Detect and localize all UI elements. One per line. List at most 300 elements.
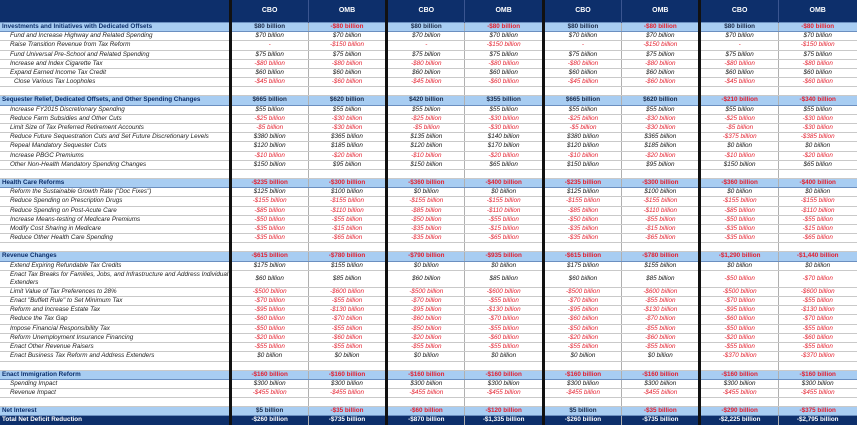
value-cell: -$35 billion bbox=[700, 225, 778, 234]
value-cell: -$155 billion bbox=[230, 197, 308, 206]
value-cell: -$455 billion bbox=[230, 388, 308, 397]
value-cell: $55 billion bbox=[622, 105, 700, 114]
value-cell: -$155 billion bbox=[465, 197, 543, 206]
table-row bbox=[0, 133, 857, 142]
value-cell: $60 billion bbox=[387, 69, 465, 78]
spacer-cell bbox=[465, 243, 543, 252]
value-cell: -$10 billion bbox=[387, 151, 465, 160]
value-cell: -$455 billion bbox=[543, 388, 621, 397]
value-cell: -$615 billion bbox=[543, 252, 621, 261]
value-cell: -$735 billion bbox=[308, 416, 386, 425]
net-interest-row bbox=[0, 407, 857, 416]
table-body bbox=[0, 23, 857, 425]
value-cell: -$130 billion bbox=[308, 306, 386, 315]
value-cell: -$95 billion bbox=[387, 306, 465, 315]
row-label: Reduce Spending on Prescription Drugs bbox=[0, 197, 230, 206]
value-cell: -$455 billion bbox=[778, 388, 856, 397]
section-title: Revenue Changes bbox=[0, 252, 230, 261]
value-cell: -$110 billion bbox=[465, 206, 543, 215]
value-cell: $75 billion bbox=[387, 50, 465, 59]
value-cell: -$55 billion bbox=[778, 324, 856, 333]
value-cell: -$260 billion bbox=[543, 416, 621, 425]
value-cell: $380 billion bbox=[230, 133, 308, 142]
value-cell: -$55 billion bbox=[622, 324, 700, 333]
spacer-cell bbox=[230, 361, 308, 370]
value-cell: -$30 billion bbox=[308, 124, 386, 133]
row-label: Reform and Increase Estate Tax bbox=[0, 306, 230, 315]
row-label: Increase FY2015 Discretionary Spending bbox=[0, 105, 230, 114]
value-cell: $75 billion bbox=[308, 50, 386, 59]
value-cell: -$1,335 billion bbox=[465, 416, 543, 425]
row-label: Reduce Farm Subsidies and Other Cuts bbox=[0, 114, 230, 123]
value-cell: -$150 billion bbox=[465, 41, 543, 50]
value-cell: -$60 billion bbox=[622, 78, 700, 87]
value-cell: -$160 billion bbox=[387, 370, 465, 379]
value-cell: $60 billion bbox=[308, 69, 386, 78]
value-cell: -$80 billion bbox=[700, 59, 778, 68]
row-label: Impose Financial Responsibility Tax bbox=[0, 324, 230, 333]
spacer-cell bbox=[0, 361, 230, 370]
value-cell: -$45 billion bbox=[700, 78, 778, 87]
value-cell: -$1,440 billion bbox=[778, 252, 856, 261]
table-row bbox=[0, 59, 857, 68]
spacer-cell bbox=[387, 243, 465, 252]
value-cell: $175 billion bbox=[543, 261, 621, 270]
value-cell: -$80 billion bbox=[622, 23, 700, 32]
value-cell: $300 billion bbox=[622, 379, 700, 388]
value-cell: -$35 billion bbox=[622, 407, 700, 416]
spacer-cell bbox=[387, 361, 465, 370]
table-row bbox=[0, 306, 857, 315]
value-cell: $0 billion bbox=[700, 261, 778, 270]
table-row bbox=[0, 142, 857, 151]
value-cell: -$30 billion bbox=[308, 114, 386, 123]
value-cell: -$340 billion bbox=[778, 96, 856, 105]
value-cell: -$55 billion bbox=[308, 343, 386, 352]
value-cell: $95 billion bbox=[308, 160, 386, 169]
table-row bbox=[0, 41, 857, 50]
value-cell: -$290 billion bbox=[700, 407, 778, 416]
value-cell: -$20 billion bbox=[308, 151, 386, 160]
value-cell: -$55 billion bbox=[465, 324, 543, 333]
table-row bbox=[0, 270, 857, 287]
value-cell: -$400 billion bbox=[465, 179, 543, 188]
row-label: Repeal Mandatory Sequester Cuts bbox=[0, 142, 230, 151]
value-cell: -$615 billion bbox=[230, 252, 308, 261]
row-label: Fund and Increase Highway and Related Spending bbox=[0, 32, 230, 41]
column-header: CBO bbox=[387, 0, 465, 23]
value-cell: -$35 billion bbox=[543, 234, 621, 243]
value-cell: -$360 billion bbox=[700, 179, 778, 188]
value-cell: $120 billion bbox=[230, 142, 308, 151]
value-cell: -$15 billion bbox=[308, 225, 386, 234]
row-label: Reform the Sustainable Growth Rate ("Doc Fixes") bbox=[0, 188, 230, 197]
value-cell: -$790 billion bbox=[387, 252, 465, 261]
value-cell: -$60 billion bbox=[465, 78, 543, 87]
value-cell: $125 billion bbox=[230, 188, 308, 197]
row-label: Increase PBGC Premiums bbox=[0, 151, 230, 160]
value-cell: $665 billion bbox=[543, 96, 621, 105]
value-cell: $55 billion bbox=[308, 105, 386, 114]
value-cell: -$150 billion bbox=[308, 41, 386, 50]
value-cell: -$455 billion bbox=[308, 388, 386, 397]
value-cell: $85 billion bbox=[622, 270, 700, 287]
value-cell: -$2,225 billion bbox=[700, 416, 778, 425]
value-cell: -$25 billion bbox=[230, 114, 308, 123]
value-cell: -$70 billion bbox=[543, 297, 621, 306]
value-cell: -$935 billion bbox=[465, 252, 543, 261]
spacer-cell bbox=[778, 170, 856, 179]
value-cell: $665 billion bbox=[230, 96, 308, 105]
value-cell: -$20 billion bbox=[387, 333, 465, 342]
value-cell: -$360 billion bbox=[387, 179, 465, 188]
table-row bbox=[0, 151, 857, 160]
row-label: Enact Other Revenue Raisers bbox=[0, 343, 230, 352]
table-row bbox=[0, 352, 857, 361]
value-cell: -$20 billion bbox=[778, 151, 856, 160]
value-cell: $0 billion bbox=[387, 352, 465, 361]
value-cell: -$455 billion bbox=[700, 388, 778, 397]
section-header-row bbox=[0, 179, 857, 188]
value-cell: $70 billion bbox=[308, 32, 386, 41]
value-cell: $70 billion bbox=[700, 32, 778, 41]
section-header-row bbox=[0, 370, 857, 379]
value-cell: $140 billion bbox=[465, 133, 543, 142]
value-cell: -$35 billion bbox=[700, 234, 778, 243]
value-cell: $55 billion bbox=[543, 105, 621, 114]
value-cell: -$160 billion bbox=[230, 370, 308, 379]
value-cell: -$55 billion bbox=[465, 215, 543, 224]
spacer-cell bbox=[387, 87, 465, 96]
value-cell: $55 billion bbox=[778, 105, 856, 114]
value-cell: $0 billion bbox=[778, 188, 856, 197]
value-cell: $100 billion bbox=[308, 188, 386, 197]
value-cell: -$130 billion bbox=[778, 306, 856, 315]
value-cell: -$80 billion bbox=[308, 59, 386, 68]
value-cell: -$1,290 billion bbox=[700, 252, 778, 261]
value-cell: $150 billion bbox=[543, 160, 621, 169]
value-cell: $75 billion bbox=[778, 50, 856, 59]
spacer-cell bbox=[622, 87, 700, 96]
value-cell: -$500 billion bbox=[543, 287, 621, 296]
value-cell: -$400 billion bbox=[778, 179, 856, 188]
table-row bbox=[0, 105, 857, 114]
net-interest-label: Net Interest bbox=[0, 407, 230, 416]
value-cell: -$20 billion bbox=[700, 333, 778, 342]
value-cell: -$600 billion bbox=[622, 287, 700, 296]
value-cell: -$500 billion bbox=[387, 287, 465, 296]
value-cell: $125 billion bbox=[543, 188, 621, 197]
value-cell: -$50 billion bbox=[700, 324, 778, 333]
value-cell: -$65 billion bbox=[622, 234, 700, 243]
value-cell: -$735 billion bbox=[622, 416, 700, 425]
spacer-cell bbox=[778, 87, 856, 96]
value-cell: $380 billion bbox=[543, 133, 621, 142]
row-label: Revenue Impact bbox=[0, 388, 230, 397]
value-cell: -$35 billion bbox=[308, 407, 386, 416]
column-header: CBO bbox=[543, 0, 621, 23]
table-row bbox=[0, 215, 857, 224]
value-cell: -$870 billion bbox=[387, 416, 465, 425]
section-title: Enact Immigration Reform bbox=[0, 370, 230, 379]
value-cell: $0 billion bbox=[465, 261, 543, 270]
spacer-cell bbox=[700, 170, 778, 179]
value-cell: $70 billion bbox=[778, 32, 856, 41]
value-cell: -$55 billion bbox=[778, 215, 856, 224]
row-label: Reduce Other Health Care Spending bbox=[0, 234, 230, 243]
value-cell: -$30 billion bbox=[778, 124, 856, 133]
value-cell: -$160 billion bbox=[700, 370, 778, 379]
section-header-row bbox=[0, 23, 857, 32]
spacer-cell bbox=[230, 243, 308, 252]
value-cell: -$95 billion bbox=[700, 306, 778, 315]
value-cell: -$15 billion bbox=[465, 225, 543, 234]
value-cell: -$10 billion bbox=[543, 151, 621, 160]
value-cell: -$60 billion bbox=[387, 407, 465, 416]
value-cell: -$60 billion bbox=[387, 315, 465, 324]
value-cell: -$70 billion bbox=[622, 315, 700, 324]
value-cell: -$235 billion bbox=[230, 179, 308, 188]
table-row bbox=[0, 197, 857, 206]
value-cell: -$50 billion bbox=[230, 215, 308, 224]
column-header: OMB bbox=[778, 0, 856, 23]
value-cell: $0 billion bbox=[778, 261, 856, 270]
table-row bbox=[0, 124, 857, 133]
spacer-cell bbox=[308, 361, 386, 370]
value-cell: $355 billion bbox=[465, 96, 543, 105]
value-cell: -$30 billion bbox=[465, 124, 543, 133]
value-cell: $60 billion bbox=[543, 69, 621, 78]
row-label: Fund Universal Pre-School and Related Spending bbox=[0, 50, 230, 59]
spacer-cell bbox=[308, 170, 386, 179]
column-header: OMB bbox=[622, 0, 700, 23]
value-cell: -$50 billion bbox=[387, 324, 465, 333]
value-cell: $365 billion bbox=[308, 133, 386, 142]
value-cell: -$55 billion bbox=[308, 297, 386, 306]
spacer-cell bbox=[700, 243, 778, 252]
value-cell: $0 billion bbox=[387, 188, 465, 197]
value-cell: -$2,795 billion bbox=[778, 416, 856, 425]
value-cell: $80 billion bbox=[387, 23, 465, 32]
table-row bbox=[0, 297, 857, 306]
spacer-cell bbox=[0, 87, 230, 96]
value-cell: -$70 billion bbox=[465, 315, 543, 324]
value-cell: -$600 billion bbox=[778, 287, 856, 296]
value-cell: -$155 billion bbox=[700, 197, 778, 206]
value-cell: -$455 billion bbox=[465, 388, 543, 397]
value-cell: $70 billion bbox=[465, 32, 543, 41]
value-cell: -$35 billion bbox=[230, 234, 308, 243]
spacer-row bbox=[0, 361, 857, 370]
value-cell: $75 billion bbox=[465, 50, 543, 59]
row-label: Reform Unemployment Insurance Financing bbox=[0, 333, 230, 342]
table-row bbox=[0, 32, 857, 41]
spacer-cell bbox=[778, 361, 856, 370]
spacer-cell bbox=[622, 398, 700, 407]
value-cell: - bbox=[387, 41, 465, 50]
spacer-cell bbox=[465, 87, 543, 96]
value-cell: $55 billion bbox=[230, 105, 308, 114]
value-cell: -$160 billion bbox=[778, 370, 856, 379]
value-cell: -$60 billion bbox=[700, 315, 778, 324]
value-cell: $60 billion bbox=[778, 69, 856, 78]
value-cell: $65 billion bbox=[465, 160, 543, 169]
value-cell: -$70 billion bbox=[230, 297, 308, 306]
value-cell: -$80 billion bbox=[230, 59, 308, 68]
value-cell: -$30 billion bbox=[465, 114, 543, 123]
value-cell: -$80 billion bbox=[543, 59, 621, 68]
spacer-cell bbox=[700, 361, 778, 370]
spacer-cell bbox=[308, 243, 386, 252]
value-cell: $155 billion bbox=[622, 261, 700, 270]
section-header-row bbox=[0, 96, 857, 105]
value-cell: $0 billion bbox=[465, 188, 543, 197]
value-cell: -$20 billion bbox=[230, 333, 308, 342]
value-cell: -$500 billion bbox=[700, 287, 778, 296]
table-row bbox=[0, 69, 857, 78]
spacer-cell bbox=[308, 87, 386, 96]
spacer-cell bbox=[778, 398, 856, 407]
table-row bbox=[0, 188, 857, 197]
row-label: Enact "Buffett Rule" to Set Minimum Tax bbox=[0, 297, 230, 306]
value-cell: -$50 billion bbox=[230, 324, 308, 333]
row-label: Enact Tax Breaks for Families, Jobs, and Infrastructure and Address Individual Extenders bbox=[0, 270, 230, 287]
table-row bbox=[0, 388, 857, 397]
column-header: OMB bbox=[308, 0, 386, 23]
value-cell: -$10 billion bbox=[700, 151, 778, 160]
value-cell: $85 billion bbox=[465, 270, 543, 287]
row-label: Raise Transition Revenue from Tax Reform bbox=[0, 41, 230, 50]
value-cell: -$50 billion bbox=[543, 324, 621, 333]
value-cell: $150 billion bbox=[230, 160, 308, 169]
value-cell: -$35 billion bbox=[387, 234, 465, 243]
row-label: Reduce Future Sequestration Cuts and Set Future Discretionary Levels bbox=[0, 133, 230, 142]
table-row bbox=[0, 206, 857, 215]
row-label: Modify Cost Sharing in Medicare bbox=[0, 225, 230, 234]
value-cell: -$85 billion bbox=[230, 206, 308, 215]
spacer-row bbox=[0, 87, 857, 96]
row-label: Enact Business Tax Reform and Address Extenders bbox=[0, 352, 230, 361]
spacer-cell bbox=[230, 398, 308, 407]
value-cell: -$155 billion bbox=[308, 197, 386, 206]
value-cell: -$385 billion bbox=[778, 133, 856, 142]
value-cell: $175 billion bbox=[230, 261, 308, 270]
value-cell: $185 billion bbox=[308, 142, 386, 151]
value-cell: -$35 billion bbox=[230, 225, 308, 234]
row-label: Increase Means-testing of Medicare Premiums bbox=[0, 215, 230, 224]
row-label: Extend Expiring Refundable Tax Credits bbox=[0, 261, 230, 270]
value-cell: -$55 billion bbox=[622, 215, 700, 224]
value-cell: -$80 billion bbox=[778, 23, 856, 32]
value-cell: -$10 billion bbox=[230, 151, 308, 160]
value-cell: -$80 billion bbox=[778, 59, 856, 68]
value-cell: -$60 billion bbox=[778, 333, 856, 342]
value-cell: $185 billion bbox=[622, 142, 700, 151]
table-row bbox=[0, 114, 857, 123]
value-cell: -$70 billion bbox=[700, 297, 778, 306]
value-cell: -$65 billion bbox=[308, 234, 386, 243]
value-cell: -$375 billion bbox=[778, 407, 856, 416]
value-cell: -$780 billion bbox=[622, 252, 700, 261]
value-cell: -$235 billion bbox=[543, 179, 621, 188]
value-cell: -$45 billion bbox=[543, 78, 621, 87]
spacer-cell bbox=[543, 87, 621, 96]
value-cell: $150 billion bbox=[387, 160, 465, 169]
section-header-row bbox=[0, 252, 857, 261]
value-cell: -$60 billion bbox=[543, 315, 621, 324]
value-cell: $0 billion bbox=[308, 352, 386, 361]
value-cell: -$160 billion bbox=[465, 370, 543, 379]
value-cell: $70 billion bbox=[230, 32, 308, 41]
value-cell: -$35 billion bbox=[543, 225, 621, 234]
value-cell: $300 billion bbox=[308, 379, 386, 388]
value-cell: -$55 billion bbox=[308, 215, 386, 224]
table-row bbox=[0, 333, 857, 342]
value-cell: $0 billion bbox=[622, 352, 700, 361]
value-cell: -$60 billion bbox=[622, 333, 700, 342]
section-title: Investments and Initiatives with Dedicated Offsets bbox=[0, 23, 230, 32]
value-cell: -$65 billion bbox=[465, 234, 543, 243]
value-cell: $0 billion bbox=[778, 142, 856, 151]
value-cell: -$780 billion bbox=[308, 252, 386, 261]
value-cell: -$110 billion bbox=[622, 206, 700, 215]
table-row bbox=[0, 225, 857, 234]
row-label: Expand Earned Income Tax Credit bbox=[0, 69, 230, 78]
value-cell: -$260 billion bbox=[230, 416, 308, 425]
value-cell: -$20 billion bbox=[543, 333, 621, 342]
spacer-row bbox=[0, 398, 857, 407]
spacer-row bbox=[0, 243, 857, 252]
value-cell: $620 billion bbox=[308, 96, 386, 105]
row-label: Limit Value of Tax Preferences to 28% bbox=[0, 287, 230, 296]
value-cell: -$85 billion bbox=[700, 206, 778, 215]
value-cell: -$120 billion bbox=[465, 407, 543, 416]
value-cell: $75 billion bbox=[230, 50, 308, 59]
value-cell: -$55 billion bbox=[543, 343, 621, 352]
spacer-row bbox=[0, 170, 857, 179]
table-row bbox=[0, 234, 857, 243]
value-cell: -$70 billion bbox=[778, 315, 856, 324]
value-cell: $300 billion bbox=[387, 379, 465, 388]
spacer-cell bbox=[230, 87, 308, 96]
spacer-cell bbox=[465, 170, 543, 179]
table-row bbox=[0, 78, 857, 87]
value-cell: -$375 billion bbox=[700, 133, 778, 142]
value-cell: -$55 billion bbox=[308, 324, 386, 333]
row-label: Increase and Index Cigarette Tax bbox=[0, 59, 230, 68]
value-cell: -$70 billion bbox=[308, 315, 386, 324]
spacer-cell bbox=[622, 243, 700, 252]
value-cell: $80 billion bbox=[543, 23, 621, 32]
value-cell: -$70 billion bbox=[387, 297, 465, 306]
value-cell: -$15 billion bbox=[622, 225, 700, 234]
table-row bbox=[0, 324, 857, 333]
value-cell: $55 billion bbox=[387, 105, 465, 114]
value-cell: -$20 billion bbox=[465, 151, 543, 160]
spacer-cell bbox=[622, 361, 700, 370]
value-cell: -$85 billion bbox=[387, 206, 465, 215]
value-cell: -$5 billion bbox=[700, 124, 778, 133]
value-cell: -$95 billion bbox=[230, 306, 308, 315]
column-header: OMB bbox=[465, 0, 543, 23]
value-cell: $0 billion bbox=[465, 352, 543, 361]
spacer-cell bbox=[700, 87, 778, 96]
value-cell: $60 billion bbox=[543, 270, 621, 287]
value-cell: $55 billion bbox=[465, 105, 543, 114]
value-cell: $0 billion bbox=[543, 352, 621, 361]
total-row bbox=[0, 416, 857, 425]
table-row bbox=[0, 287, 857, 296]
